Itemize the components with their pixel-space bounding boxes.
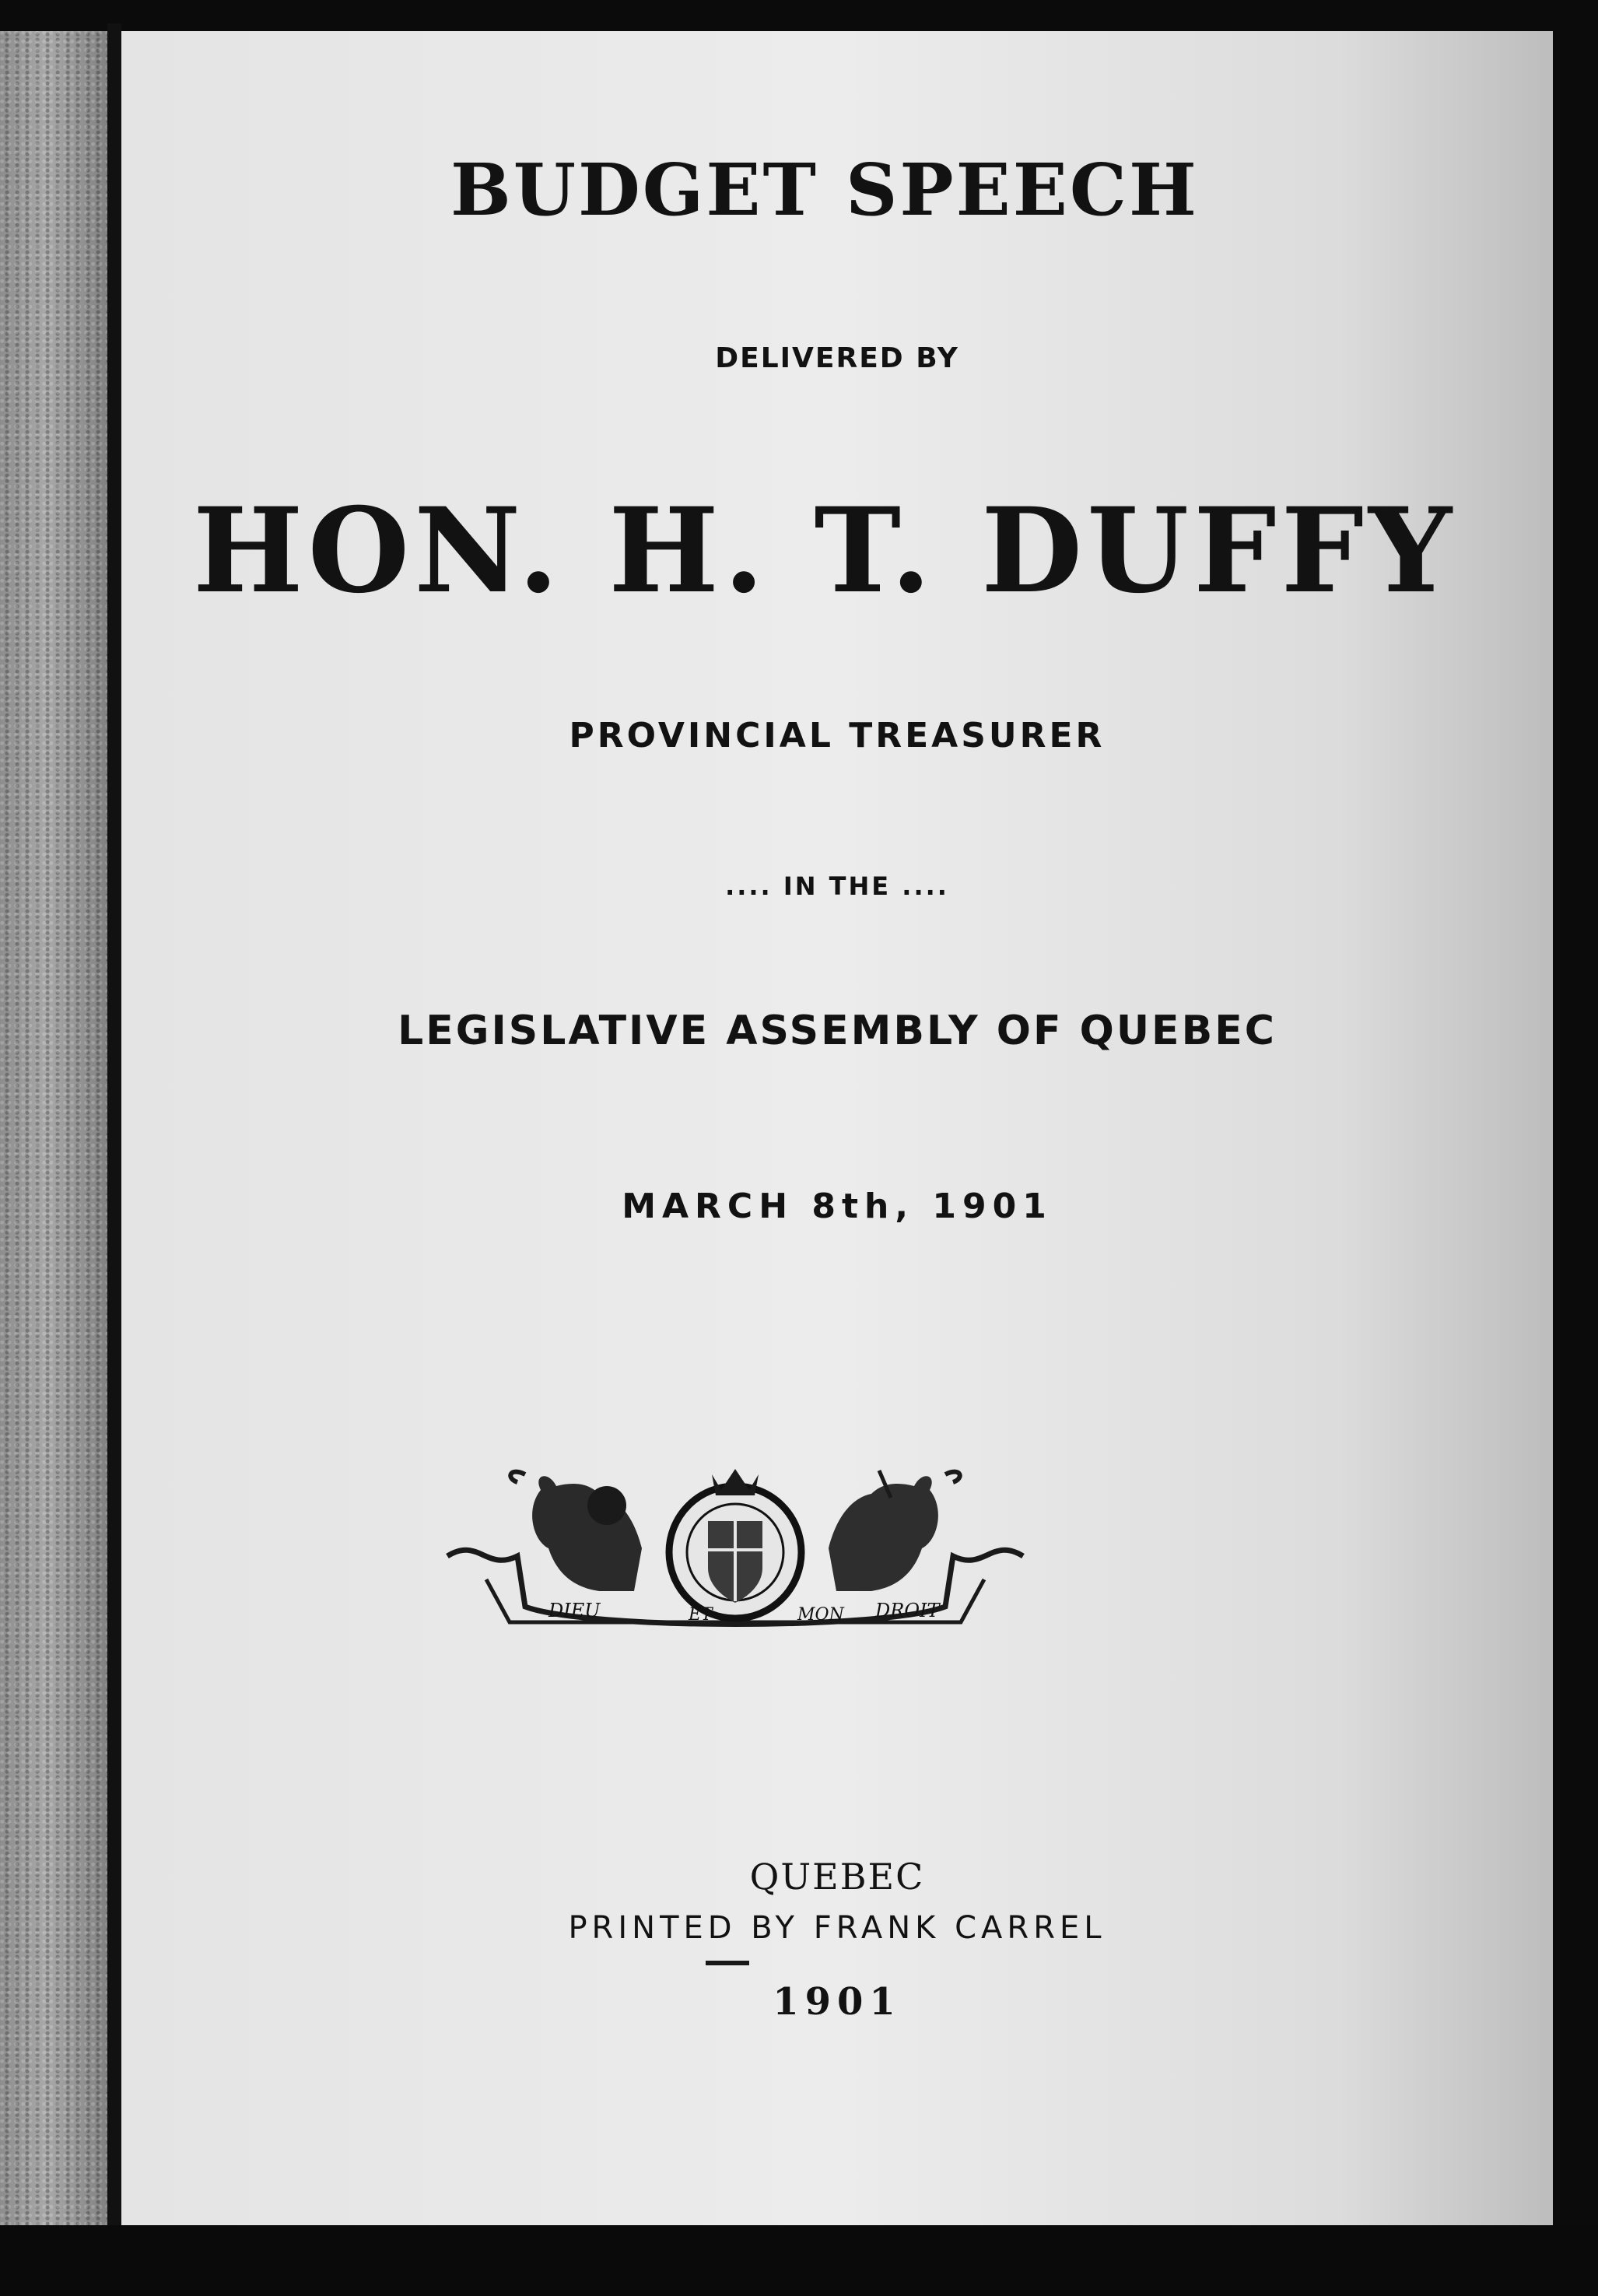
imprint-city: QUEBEC <box>749 1856 925 1898</box>
film-bottom-band <box>0 2225 1598 2296</box>
motto-word: MON <box>797 1605 844 1625</box>
delivered-by-line: DELIVERED BY <box>715 342 959 374</box>
speaker-name: HON. H. T. DUFFY <box>192 482 1457 619</box>
lion-supporter-icon <box>510 1472 642 1591</box>
assembly-name: LEGISLATIVE ASSEMBLY OF QUEBEC <box>398 1008 1277 1054</box>
document-title: BUDGET SPEECH <box>450 148 1199 232</box>
imprint-year: 1901 <box>773 1980 902 2024</box>
page-border-rule <box>107 23 121 2233</box>
connector-line: .... IN THE .... <box>725 871 949 901</box>
motto-word: DIEU <box>548 1600 601 1621</box>
garter-shield-icon <box>669 1469 801 1618</box>
unicorn-supporter-icon <box>829 1470 960 1591</box>
motto-word: ET <box>689 1605 713 1625</box>
speech-date: MARCH 8th, 1901 <box>622 1187 1053 1226</box>
film-edge-strip <box>0 31 117 2233</box>
motto-word: DROIT <box>875 1600 940 1621</box>
imprint-printer: PRINTED BY FRANK CARREL <box>568 1910 1106 1946</box>
speaker-role: PROVINCIAL TREASURER <box>569 716 1106 755</box>
imprint-divider <box>706 1961 749 1965</box>
royal-coat-of-arms <box>432 1463 1039 1642</box>
